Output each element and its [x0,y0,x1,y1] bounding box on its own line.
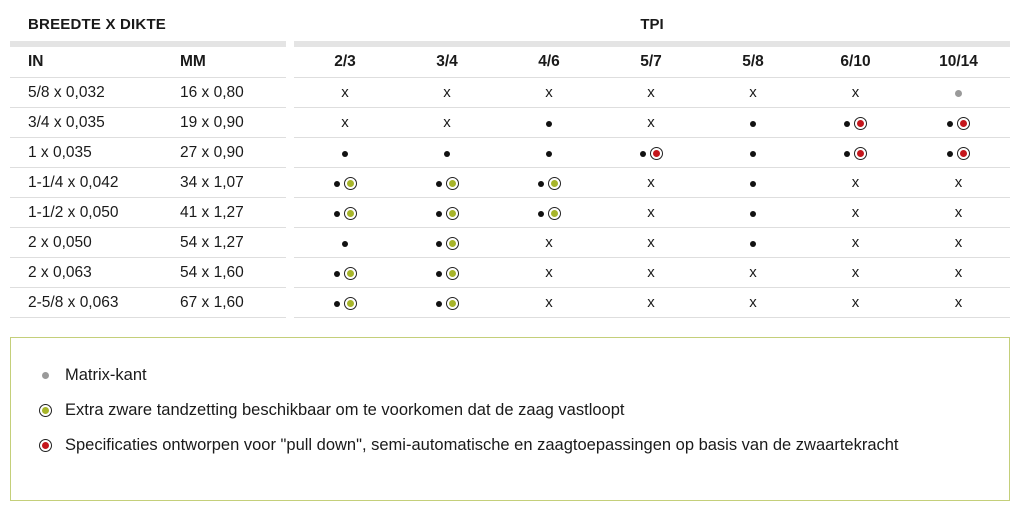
tpi-cell [294,108,396,138]
symbol-group [647,85,655,100]
col-header-tpi: 4/6 [498,47,600,78]
symbol-group [443,85,451,100]
standard-dot-icon [444,151,450,157]
x-mark: x [954,173,963,191]
symbol-group [39,404,52,417]
tpi-cell [396,198,498,228]
symbol-group [436,177,459,190]
x-mark: x [443,113,451,131]
tpi-cell [702,228,804,258]
tpi-cell [702,138,804,168]
symbol-group [947,147,970,160]
tpi-cell [702,198,804,228]
tpi-cell [396,108,498,138]
legend-symbol [37,372,53,379]
symbol-group [852,265,860,280]
table-row [10,168,1010,198]
x-mark: x [954,233,963,251]
table-row [10,138,1010,168]
standard-dot-icon [844,151,850,157]
table-row [10,78,1010,108]
symbol-group [545,235,553,250]
tpi-cell [396,228,498,258]
standard-dot-icon [538,211,544,217]
legend-symbol [37,404,53,417]
tpi-cell [294,138,396,168]
matrix-dot-icon [42,372,49,379]
standard-dot-icon [436,181,442,187]
symbol-group [750,241,756,247]
ring-core [960,150,967,157]
symbol-group [334,297,357,310]
pull-down-ring-icon [650,147,663,160]
symbol-group [341,85,349,100]
extra-heavy-ring-icon [446,297,459,310]
x-mark: x [749,263,757,281]
ring-core [347,180,354,187]
symbol-group [947,117,970,130]
ring-core [449,270,456,277]
size-in-cell: 3/4 x 0,035 [10,108,180,138]
size-mm-cell: 54 x 1,60 [180,258,286,288]
symbol-group [640,147,663,160]
tpi-cell [907,108,1010,138]
pull-down-ring-icon [854,117,867,130]
col-header-tpi: 5/8 [702,47,804,78]
tpi-cell [804,288,907,318]
table-row [10,258,1010,288]
symbol-group [749,265,757,280]
column-gap [286,198,294,228]
tpi-cell [498,198,600,228]
extra-heavy-ring-icon [446,207,459,220]
pull-down-ring-icon [957,147,970,160]
size-mm-cell: 41 x 1,27 [180,198,286,228]
symbol-group [538,177,561,190]
ring-core [347,270,354,277]
symbol-group [852,295,860,310]
col-header-tpi: 2/3 [294,47,396,78]
symbol-group [647,205,655,220]
symbol-group [436,207,459,220]
tpi-cell [600,288,702,318]
standard-dot-icon [750,121,756,127]
symbol-group [852,205,860,220]
symbol-group [750,151,756,157]
tpi-cell [804,78,907,108]
tpi-cell [702,168,804,198]
standard-dot-icon [436,301,442,307]
extra-heavy-ring-icon [446,177,459,190]
size-in-cell: 2 x 0,050 [10,228,180,258]
table-row [10,198,1010,228]
legend-item [37,436,899,455]
column-gap [286,78,294,108]
tpi-cell [804,108,907,138]
symbol-group [750,181,756,187]
x-mark: x [749,293,757,311]
symbol-group [647,265,655,280]
standard-dot-icon [436,241,442,247]
tpi-cell [804,228,907,258]
column-header-row [10,47,1010,78]
tpi-cell [907,228,1010,258]
standard-dot-icon [546,121,552,127]
symbol-group [334,177,357,190]
x-mark: x [647,113,655,131]
tpi-cell [907,258,1010,288]
legend-text: Matrix-kant [65,366,147,384]
standard-dot-icon [750,211,756,217]
tpi-cell [294,78,396,108]
extra-heavy-ring-icon [548,207,561,220]
symbol-group [334,267,357,280]
tpi-cell [600,78,702,108]
table-row [10,228,1010,258]
symbol-group [749,295,757,310]
standard-dot-icon [342,151,348,157]
standard-dot-icon [342,241,348,247]
symbol-group [341,115,349,130]
tpi-cell [396,138,498,168]
size-in-cell: 1-1/4 x 0,042 [10,168,180,198]
x-mark: x [647,293,655,311]
tpi-cell [498,258,600,288]
x-mark: x [647,203,655,221]
symbol-group [545,85,553,100]
x-mark: x [341,83,349,101]
tpi-cell [294,258,396,288]
tpi-cell [600,108,702,138]
standard-dot-icon [844,121,850,127]
symbol-group [955,90,962,97]
tpi-cell [907,78,1010,108]
symbol-group [647,235,655,250]
size-mm-cell: 67 x 1,60 [180,288,286,318]
x-mark: x [647,233,655,251]
pull-down-ring-icon [39,439,52,452]
tpi-header: TPI [640,16,664,33]
symbol-group [647,115,655,130]
symbol-group [647,295,655,310]
size-mm-cell: 19 x 0,90 [180,108,286,138]
x-mark: x [954,203,963,221]
size-in-cell: 1 x 0,035 [10,138,180,168]
legend-box [10,337,1010,501]
x-mark: x [545,83,553,101]
table-row [10,288,1010,318]
tpi-cell [498,228,600,258]
column-gap [286,228,294,258]
symbol-group [844,147,867,160]
extra-heavy-ring-icon [548,177,561,190]
standard-dot-icon [538,181,544,187]
tpi-cell [498,288,600,318]
column-gap [286,47,294,78]
standard-dot-icon [947,151,953,157]
tpi-cell [498,138,600,168]
tpi-cell [294,288,396,318]
matrix-dot-icon [955,90,962,97]
ring-core [960,120,967,127]
standard-dot-icon [640,151,646,157]
x-mark: x [954,293,963,311]
symbol-group [852,235,860,250]
symbol-group [545,265,553,280]
symbol-group [750,121,756,127]
x-mark: x [545,233,553,251]
ring-core [449,240,456,247]
symbol-group [436,297,459,310]
symbol-group [342,151,348,157]
pull-down-ring-icon [854,147,867,160]
x-mark: x [851,173,860,191]
x-mark: x [647,173,655,191]
standard-dot-icon [750,181,756,187]
symbol-group [955,175,963,190]
standard-dot-icon [750,241,756,247]
standard-dot-icon [546,151,552,157]
tpi-cell [396,168,498,198]
tpi-cell [804,198,907,228]
size-in-cell: 1-1/2 x 0,050 [10,198,180,228]
x-mark: x [443,83,451,101]
legend-text: Extra zware tandzetting beschikbaar om te voorkomen dat de zaag vastloopt [65,401,625,419]
table-body [10,78,1010,318]
x-mark: x [647,83,655,101]
symbol-group [750,211,756,217]
column-gap [286,258,294,288]
size-mm-cell: 27 x 0,90 [180,138,286,168]
symbol-group [955,235,963,250]
x-mark: x [851,293,860,311]
extra-heavy-ring-icon [344,207,357,220]
tpi-cell [907,198,1010,228]
standard-dot-icon [436,271,442,277]
extra-heavy-ring-icon [344,267,357,280]
symbol-group [844,117,867,130]
standard-dot-icon [334,301,340,307]
standard-dot-icon [947,121,953,127]
symbol-group [852,85,860,100]
col-header-tpi: 5/7 [600,47,702,78]
standard-dot-icon [334,271,340,277]
ring-core [857,120,864,127]
tpi-cell [396,78,498,108]
ring-core [347,210,354,217]
tpi-cell [600,228,702,258]
tpi-cell [600,138,702,168]
column-gap [286,168,294,198]
tpi-cell [396,258,498,288]
column-gap [286,108,294,138]
symbol-group [955,205,963,220]
symbol-group [538,207,561,220]
column-gap [286,288,294,318]
symbol-group [852,175,860,190]
ring-core [449,180,456,187]
symbol-group [749,85,757,100]
col-header-mm: MM [180,47,286,78]
size-mm-cell: 34 x 1,07 [180,168,286,198]
size-mm-cell: 16 x 0,80 [180,78,286,108]
symbol-group [546,121,552,127]
pull-down-ring-icon [957,117,970,130]
symbol-group [342,241,348,247]
tpi-cell [396,288,498,318]
standard-dot-icon [334,181,340,187]
tpi-cell [804,168,907,198]
extra-heavy-ring-icon [446,237,459,250]
symbol-group [546,151,552,157]
tpi-cell [804,138,907,168]
tpi-cell [600,258,702,288]
symbol-group [42,372,49,379]
ring-core [449,210,456,217]
symbol-group [444,151,450,157]
ring-core [449,300,456,307]
tpi-table [10,47,1010,318]
x-mark: x [545,263,553,281]
symbol-group [443,115,451,130]
tpi-cell [600,168,702,198]
col-header-in: IN [10,47,180,78]
col-header-tpi: 3/4 [396,47,498,78]
width-thickness-header: BREEDTE X DIKTE [28,16,167,33]
tpi-cell [294,198,396,228]
extra-heavy-ring-icon [39,404,52,417]
symbol-group [334,207,357,220]
tpi-cell [702,78,804,108]
tpi-cell [702,258,804,288]
x-mark: x [851,233,860,251]
standard-dot-icon [750,151,756,157]
legend-symbol [37,439,53,452]
symbol-group [39,439,52,452]
extra-heavy-ring-icon [344,297,357,310]
x-mark: x [341,113,349,131]
tpi-cell [907,168,1010,198]
tpi-cell [498,168,600,198]
symbol-group [647,175,655,190]
col-header-tpi: 10/14 [907,47,1010,78]
tpi-cell [804,258,907,288]
tpi-cell [498,78,600,108]
ring-core [551,210,558,217]
tpi-cell [498,108,600,138]
ring-core [42,407,49,414]
size-in-cell: 5/8 x 0,032 [10,78,180,108]
symbol-group [955,265,963,280]
table-row [10,108,1010,138]
col-header-tpi: 6/10 [804,47,907,78]
legend-item [37,401,624,420]
x-mark: x [851,83,860,101]
symbol-group [955,295,963,310]
size-in-cell: 2 x 0,063 [10,258,180,288]
ring-core [347,300,354,307]
extra-heavy-ring-icon [344,177,357,190]
tpi-cell [600,198,702,228]
tpi-cell [907,288,1010,318]
x-mark: x [545,293,553,311]
column-gap [286,138,294,168]
symbol-group [436,237,459,250]
x-mark: x [749,83,757,101]
extra-heavy-ring-icon [446,267,459,280]
legend-item [37,366,147,385]
standard-dot-icon [436,211,442,217]
size-in-cell: 2-5/8 x 0,063 [10,288,180,318]
tpi-cell [702,288,804,318]
ring-core [551,180,558,187]
x-mark: x [851,263,860,281]
tpi-cell [702,108,804,138]
tpi-cell [294,168,396,198]
ring-core [857,150,864,157]
x-mark: x [851,203,860,221]
ring-core [653,150,660,157]
size-mm-cell: 54 x 1,27 [180,228,286,258]
x-mark: x [954,263,963,281]
tpi-cell [294,228,396,258]
symbol-group [545,295,553,310]
tpi-cell [907,138,1010,168]
legend-text: Specificaties ontworpen voor "pull down", semi-automatische en zaagtoepassingen op basis van de zwaartekracht [65,436,899,454]
ring-core [42,442,49,449]
x-mark: x [647,263,655,281]
standard-dot-icon [334,211,340,217]
symbol-group [436,267,459,280]
